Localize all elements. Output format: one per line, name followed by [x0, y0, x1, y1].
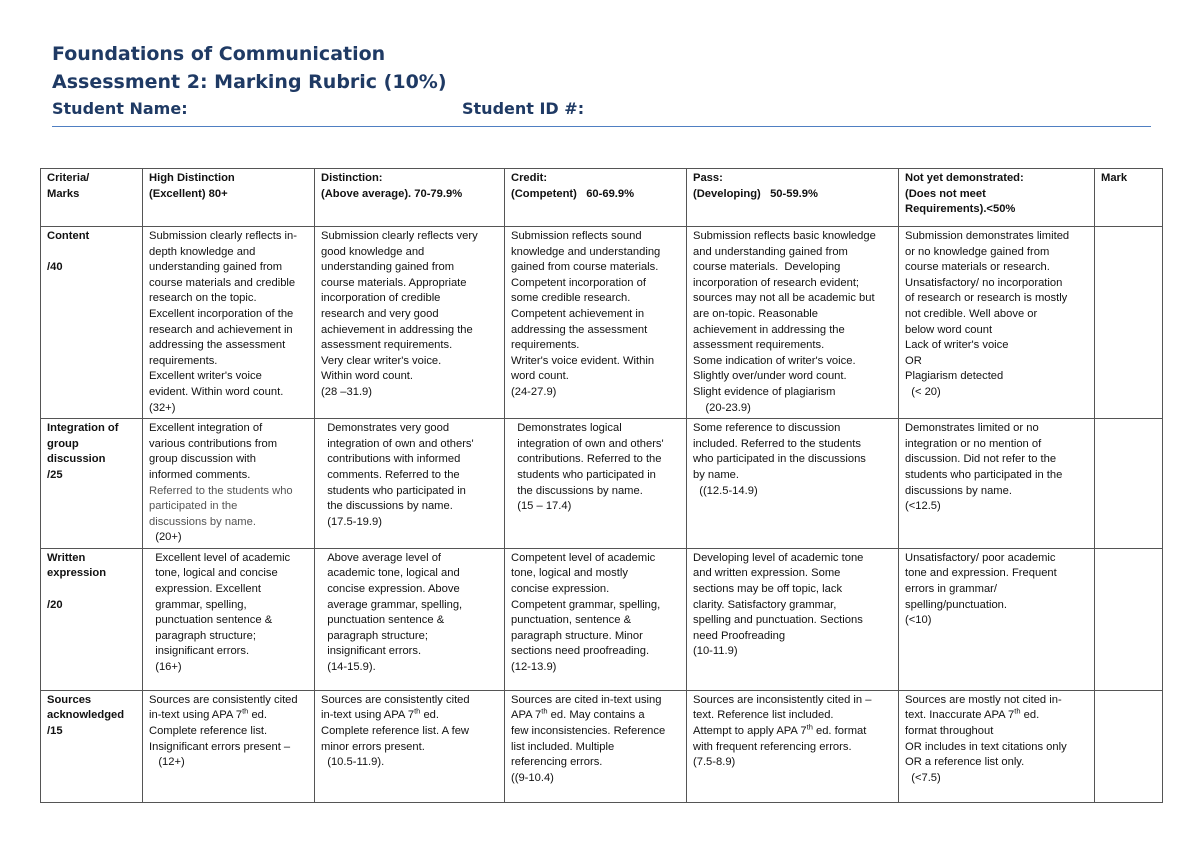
descriptor-cell — [899, 548, 1095, 690]
cell-line: Integration of — [47, 422, 119, 435]
cell-line: Sources are inconsistently cited in – — [693, 693, 872, 706]
cell-line: (24-27.9) — [511, 385, 557, 398]
cell-line: achievement in addressing the — [321, 323, 473, 336]
cell-line: Competent level of academic — [511, 551, 656, 564]
cell-line: students who participated in — [511, 468, 656, 481]
cell-line: incorporation of research evident; — [693, 276, 860, 289]
cell-line: integration of own and others' — [511, 437, 664, 450]
cell-line: Marks — [47, 187, 80, 200]
cell-line: errors in grammar/ — [905, 583, 998, 596]
cell-line: Demonstrates logical — [511, 422, 622, 435]
cell-line: APA 7th ed. May contains a — [511, 706, 645, 722]
cell-line: punctuation sentence & — [149, 614, 273, 627]
cell-line: Above average level of — [321, 551, 442, 564]
cell-line: Excellent writer's voice — [149, 370, 262, 383]
cell-line: contributions with informed — [321, 453, 461, 466]
student-info-line — [52, 96, 1152, 122]
cell-line — [47, 582, 136, 598]
cell-line: and understanding gained from — [693, 245, 848, 258]
cell-line: research and achievement in — [149, 323, 293, 336]
cell-line: (10.5-11.9). — [321, 756, 385, 769]
cell-line: contributions. Referred to the — [511, 453, 662, 466]
cell-line: Developing level of academic tone — [693, 551, 864, 564]
cell-line: (<7.5) — [905, 771, 941, 784]
cell-line: tone and expression. Frequent — [905, 567, 1057, 580]
cell-line: Sources are consistently cited — [321, 693, 470, 706]
cell-line: punctuation, sentence & — [511, 614, 632, 627]
cell-line: (Developing) 50-59.9% — [693, 187, 818, 200]
cell-line: gained from course materials. — [511, 261, 659, 274]
descriptor-cell — [143, 690, 315, 802]
cell-line: (Does not meet — [905, 187, 986, 200]
descriptor-cell — [315, 690, 505, 802]
cell-line: (17.5-19.9) — [321, 515, 382, 528]
cell-line: Requirements).<50% — [905, 203, 1016, 216]
descriptor-cell — [143, 548, 315, 690]
descriptor-cell — [505, 548, 687, 690]
cell-line: /25 — [47, 468, 63, 481]
cell-line: format throughout — [905, 725, 994, 738]
criterion-integration — [41, 419, 143, 549]
mark-header: Mark — [1095, 169, 1163, 227]
cell-line: (Excellent) 80+ — [149, 187, 228, 200]
cell-line: (28 –31.9) — [321, 385, 372, 398]
cell-line: course materials or research. — [905, 261, 1050, 274]
cell-line: referencing errors. — [511, 756, 603, 769]
cell-line: (< 20) — [905, 385, 941, 398]
cell-line: assessment requirements. — [321, 339, 453, 352]
cell-line: Slight evidence of plagiarism — [693, 385, 836, 398]
cell-line: concise expression. — [511, 583, 610, 596]
descriptor-cell — [899, 227, 1095, 419]
cell-line: integration or no mention of — [905, 437, 1042, 450]
cell-line: paragraph structure; — [149, 629, 256, 642]
cell-line: Sources are consistently cited — [149, 693, 298, 706]
cell-line: (12+) — [149, 756, 185, 769]
cell-line: depth knowledge and — [149, 245, 256, 258]
cell-line: (20-23.9) — [693, 401, 751, 414]
cell-line: course materials. Developing — [693, 261, 841, 274]
cell-line: Demonstrates limited or no — [905, 422, 1039, 435]
cell-line: students who participated in — [321, 484, 466, 497]
cell-line: academic tone, logical and — [321, 567, 460, 580]
cell-line: the discussions by name. — [321, 500, 453, 513]
cell-line: sections need proofreading. — [511, 645, 650, 658]
cell-line: paragraph structure. Minor — [511, 629, 643, 642]
cell-line — [47, 245, 136, 261]
cell-line: Pass: — [693, 172, 723, 184]
cell-line: requirements. — [149, 354, 218, 367]
cell-line: paragraph structure; — [321, 629, 428, 642]
cell-line: Writer's voice evident. Within — [511, 354, 655, 367]
cell-line: (20+) — [149, 531, 182, 544]
cell-line: Attempt to apply APA 7th ed. format — [693, 722, 867, 738]
cell-line: discussions by name. — [149, 515, 256, 528]
level-header-distinction — [315, 169, 505, 227]
cell-line: Complete reference list. — [149, 725, 268, 738]
cell-line: discussion — [47, 453, 106, 466]
descriptor-cell — [505, 419, 687, 549]
cell-line: addressing the assessment — [511, 323, 648, 336]
cell-line: (32+) — [149, 401, 176, 414]
cell-line: tone, logical and mostly — [511, 567, 628, 580]
cell-line: the discussions by name. — [511, 484, 643, 497]
rubric-row-content — [41, 227, 1163, 419]
student-name-label: Student Name: — [52, 99, 188, 118]
cell-line: Sources are cited in-text using — [511, 693, 662, 706]
descriptor-cell — [143, 419, 315, 549]
cell-line: text. Inaccurate APA 7th ed. — [905, 706, 1040, 722]
student-id-label: Student ID #: — [462, 99, 585, 118]
cell-line: word count. — [511, 370, 569, 383]
cell-line: not credible. Well above or — [905, 307, 1038, 320]
cell-line: spelling/punctuation. — [905, 598, 1008, 611]
cell-line: Sources are mostly not cited in- — [905, 693, 1062, 706]
cell-line: expression — [47, 567, 107, 580]
cell-line: insignificant errors. — [149, 645, 250, 658]
cell-line: assessment requirements. — [693, 339, 825, 352]
cell-line: Insignificant errors present – — [149, 740, 291, 753]
cell-line: below word count — [905, 323, 993, 336]
cell-line: (<12.5) — [905, 500, 941, 513]
cell-line: with frequent referencing errors. — [693, 740, 852, 753]
cell-line: incorporation of credible — [321, 292, 441, 305]
rubric-row-sources — [41, 690, 1163, 802]
cell-line: few inconsistencies. Reference — [511, 725, 666, 738]
cell-line: Distinction: — [321, 172, 383, 184]
cell-line: evident. Within word count. — [149, 385, 284, 398]
cell-line: expression. Excellent — [149, 583, 261, 596]
cell-line: Slightly over/under word count. — [693, 370, 847, 383]
cell-line: (Competent) 60-69.9% — [511, 187, 635, 200]
cell-line: informed comments. — [149, 468, 251, 481]
descriptor-cell — [687, 548, 899, 690]
cell-line: and written expression. Some — [693, 567, 841, 580]
cell-line: (12-13.9) — [511, 661, 557, 674]
cell-line: (<10) — [905, 614, 932, 627]
cell-line: Plagiarism detected — [905, 370, 1004, 383]
cell-line: Some reference to discussion — [693, 422, 841, 435]
descriptor-cell — [687, 690, 899, 802]
level-header-high-distinction — [143, 169, 315, 227]
cell-line: knowledge and understanding — [511, 245, 661, 258]
mark-cell[interactable] — [1095, 548, 1163, 690]
cell-line: (7.5-8.9) — [693, 756, 736, 769]
cell-line: Excellent incorporation of the — [149, 307, 294, 320]
cell-line: /20 — [47, 598, 63, 611]
cell-line: Sources — [47, 693, 92, 706]
cell-line: ((9-10.4) — [511, 771, 554, 784]
cell-line: spelling and punctuation. Sections — [693, 614, 863, 627]
cell-line: Competent achievement in — [511, 307, 645, 320]
cell-line: discussions by name. — [905, 484, 1012, 497]
cell-line: Complete reference list. A few — [321, 725, 469, 738]
cell-line: Demonstrates very good — [321, 422, 450, 435]
header-divider — [52, 126, 1151, 127]
cell-line: students who participated in the — [905, 468, 1063, 481]
cell-line: requirements. — [511, 339, 580, 352]
level-header-pass — [687, 169, 899, 227]
cell-line: Unsatisfactory/ no incorporation — [905, 276, 1063, 289]
cell-line: Excellent integration of — [149, 422, 263, 435]
cell-line: Submission demonstrates limited — [905, 230, 1070, 242]
cell-line: good knowledge and — [321, 245, 425, 258]
descriptor-cell — [505, 227, 687, 419]
cell-line: sections may be off topic, lack — [693, 583, 843, 596]
mark-cell[interactable] — [1095, 419, 1163, 549]
level-header-not-yet-demonstrated — [899, 169, 1095, 227]
cell-line: tone, logical and concise — [149, 567, 278, 580]
cell-line: High Distinction — [149, 172, 235, 184]
cell-line: Submission clearly reflects very — [321, 230, 478, 242]
cell-line: Written — [47, 551, 86, 564]
cell-line: (10-11.9) — [693, 645, 738, 658]
cell-line: group discussion with — [149, 453, 256, 466]
cell-line: Very clear writer's voice. — [321, 354, 442, 367]
descriptor-cell — [505, 690, 687, 802]
cell-line: are on-topic. Reasonable — [693, 307, 819, 320]
course-title: Foundations of Communication — [52, 43, 386, 65]
cell-line: Lack of writer's voice — [905, 339, 1009, 352]
assessment-title: Assessment 2: Marking Rubric (10%) — [52, 71, 447, 93]
cell-line: grammar, spelling, — [149, 598, 247, 611]
cell-line: Submission clearly reflects in- — [149, 230, 297, 242]
descriptor-cell — [315, 419, 505, 549]
cell-line: comments. Referred to the — [321, 468, 460, 481]
cell-line: Not yet demonstrated: — [905, 172, 1024, 184]
cell-line: (16+) — [149, 661, 182, 674]
cell-line: understanding gained from — [321, 261, 455, 274]
descriptor-cell — [687, 419, 899, 549]
cell-line: discussion. Did not refer to the — [905, 453, 1057, 466]
cell-line: some credible research. — [511, 292, 631, 305]
cell-line: Referred to the students who — [149, 484, 293, 497]
cell-line: /15 — [47, 725, 63, 738]
cell-line: or no knowledge gained from — [905, 245, 1050, 258]
rubric-row-written-expression — [41, 548, 1163, 690]
cell-line: research and very good — [321, 307, 439, 320]
descriptor-cell — [143, 227, 315, 419]
criterion-content — [41, 227, 143, 419]
criterion-written-expression — [41, 548, 143, 690]
cell-line: Submission reflects sound — [511, 230, 642, 242]
mark-cell[interactable] — [1095, 690, 1163, 802]
cell-line: various contributions from — [149, 437, 278, 450]
cell-line: addressing the assessment — [149, 339, 286, 352]
cell-line: OR a reference list only. — [905, 756, 1025, 769]
criteria-header — [41, 169, 143, 227]
cell-line: Submission reflects basic knowledge — [693, 230, 876, 242]
cell-line: who participated in the discussions — [693, 453, 866, 466]
cell-line: list included. Multiple — [511, 740, 615, 753]
criterion-sources — [41, 690, 143, 802]
descriptor-cell — [315, 227, 505, 419]
cell-line: Unsatisfactory/ poor academic — [905, 551, 1056, 564]
cell-line: achievement in addressing the — [693, 323, 845, 336]
cell-line: Credit: — [511, 172, 548, 184]
cell-line: group — [47, 437, 79, 450]
rubric-header-row — [41, 169, 1163, 227]
cell-line: average grammar, spelling, — [321, 598, 463, 611]
descriptor-cell — [899, 690, 1095, 802]
cell-line: acknowledged — [47, 709, 125, 722]
cell-line: punctuation sentence & — [321, 614, 445, 627]
cell-line: Some indication of writer's voice. — [693, 354, 856, 367]
cell-line: Content — [47, 230, 90, 242]
cell-line: Excellent level of academic — [149, 551, 291, 564]
cell-line: (14-15.9). — [321, 661, 376, 674]
cell-line: concise expression. Above — [321, 583, 460, 596]
cell-line: OR — [905, 354, 922, 367]
cell-line: (Above average). 70-79.9% — [321, 187, 463, 200]
cell-line: course materials and credible — [149, 276, 296, 289]
cell-line: need Proofreading — [693, 629, 786, 642]
cell-line: ((12.5-14.9) — [693, 484, 758, 497]
cell-line: course materials. Appropriate — [321, 276, 467, 289]
cell-line: by name. — [693, 468, 740, 481]
cell-line: clarity. Satisfactory grammar, — [693, 598, 837, 611]
cell-line: research on the topic. — [149, 292, 257, 305]
rubric-row-integration — [41, 419, 1163, 549]
cell-line: integration of own and others' — [321, 437, 474, 450]
cell-line: minor errors present. — [321, 740, 425, 753]
cell-line: Competent grammar, spelling, — [511, 598, 661, 611]
marking-rubric-table — [40, 168, 1163, 803]
cell-line: Competent incorporation of — [511, 276, 646, 289]
descriptor-cell — [899, 419, 1095, 549]
cell-line: sources may not all be academic but — [693, 292, 875, 305]
cell-line: understanding gained from — [149, 261, 283, 274]
descriptor-cell — [687, 227, 899, 419]
cell-line: participated in the — [149, 500, 238, 513]
cell-line: OR includes in text citations only — [905, 740, 1067, 753]
cell-line: text. Reference list included. — [693, 709, 834, 722]
level-header-credit — [505, 169, 687, 227]
cell-line: in-text using APA 7th ed. — [149, 706, 268, 722]
cell-line: in-text using APA 7th ed. — [321, 706, 440, 722]
document-header — [52, 40, 1152, 122]
cell-line: of research or research is mostly — [905, 292, 1068, 305]
cell-line: included. Referred to the students — [693, 437, 861, 450]
mark-cell[interactable] — [1095, 227, 1163, 419]
cell-line: /40 — [47, 261, 63, 274]
descriptor-cell — [315, 548, 505, 690]
cell-line: Within word count. — [321, 370, 414, 383]
cell-line: Criteria/ — [47, 172, 90, 184]
cell-line: (15 – 17.4) — [511, 500, 572, 513]
cell-line: insignificant errors. — [321, 645, 422, 658]
